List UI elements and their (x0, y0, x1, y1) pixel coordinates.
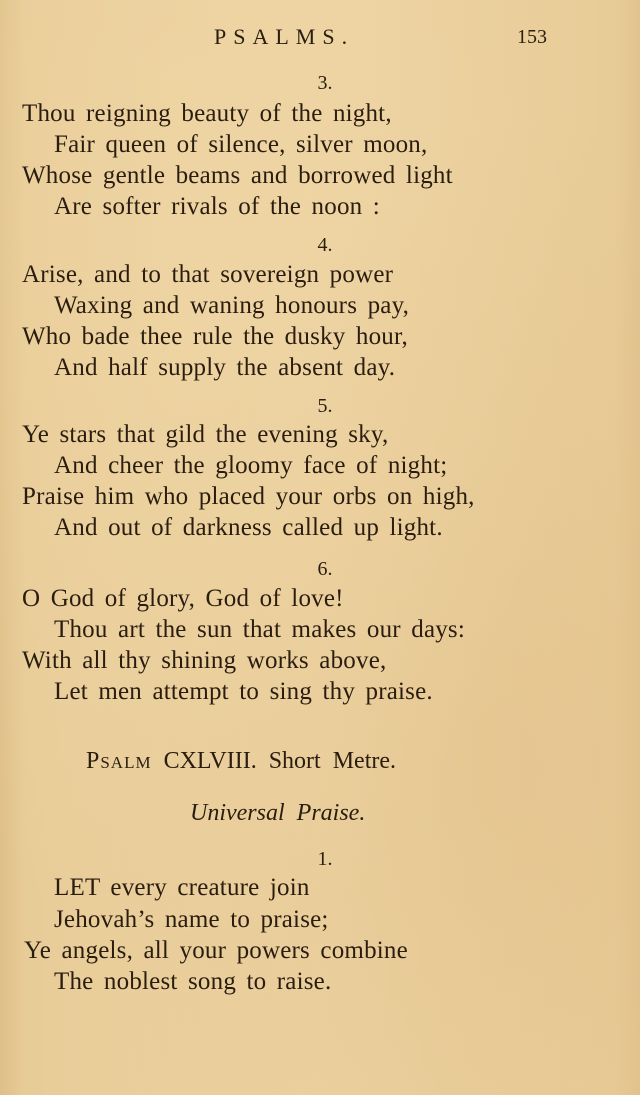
psalm-numeral: CXLVIII. (163, 748, 257, 774)
verse-line: The noblest song to raise. (54, 968, 332, 995)
verse-line: Ye stars that gild the evening sky, (22, 421, 389, 448)
verse-line: Whose gentle beams and borrowed light (22, 162, 453, 189)
verse-line: And half supply the absent day. (54, 354, 396, 381)
verse-line: With all thy shining works above, (22, 647, 387, 674)
verse-line: Ye angels, all your powers combine (24, 937, 408, 964)
psalm-label: Psalm (86, 748, 152, 774)
verse-line: And cheer the gloomy face of night; (54, 452, 448, 479)
verse-line: Fair queen of silence, silver moon, (54, 131, 428, 158)
verse-line: Arise, and to that sovereign power (22, 261, 394, 288)
stanza-number: 6. (317, 558, 333, 580)
verse-line: And out of darkness called up light. (54, 514, 443, 541)
stanza-number: 1. (317, 848, 333, 870)
verse-line: Thou art the sun that makes our days: (54, 616, 466, 643)
psalm-metre: Short Metre. (268, 748, 397, 774)
verse-line: O God of glory, God of love! (22, 585, 344, 612)
stanza-number: 5. (317, 395, 333, 417)
verse-line: Let men attempt to sing thy praise. (54, 678, 433, 705)
psalm-subtitle: Universal Praise. (190, 800, 366, 826)
verse-line: Who bade thee rule the dusky hour, (22, 323, 408, 350)
stanza-number: 3. (317, 72, 333, 94)
page-number: 153 (517, 26, 547, 48)
verse-line: Praise him who placed your orbs on high, (22, 483, 475, 510)
verse-line: Waxing and waning honours pay, (54, 292, 410, 319)
psalm-heading (86, 748, 396, 775)
stanza-number: 4. (317, 234, 333, 256)
verse-line: Are softer rivals of the noon : (54, 193, 380, 220)
verse-line: Jehovah’s name to praise; (54, 906, 329, 933)
verse-line: LET every creature join (54, 874, 310, 901)
running-head: PSALMS. (214, 24, 355, 49)
verse-line: Thou reigning beauty of the night, (22, 100, 392, 127)
